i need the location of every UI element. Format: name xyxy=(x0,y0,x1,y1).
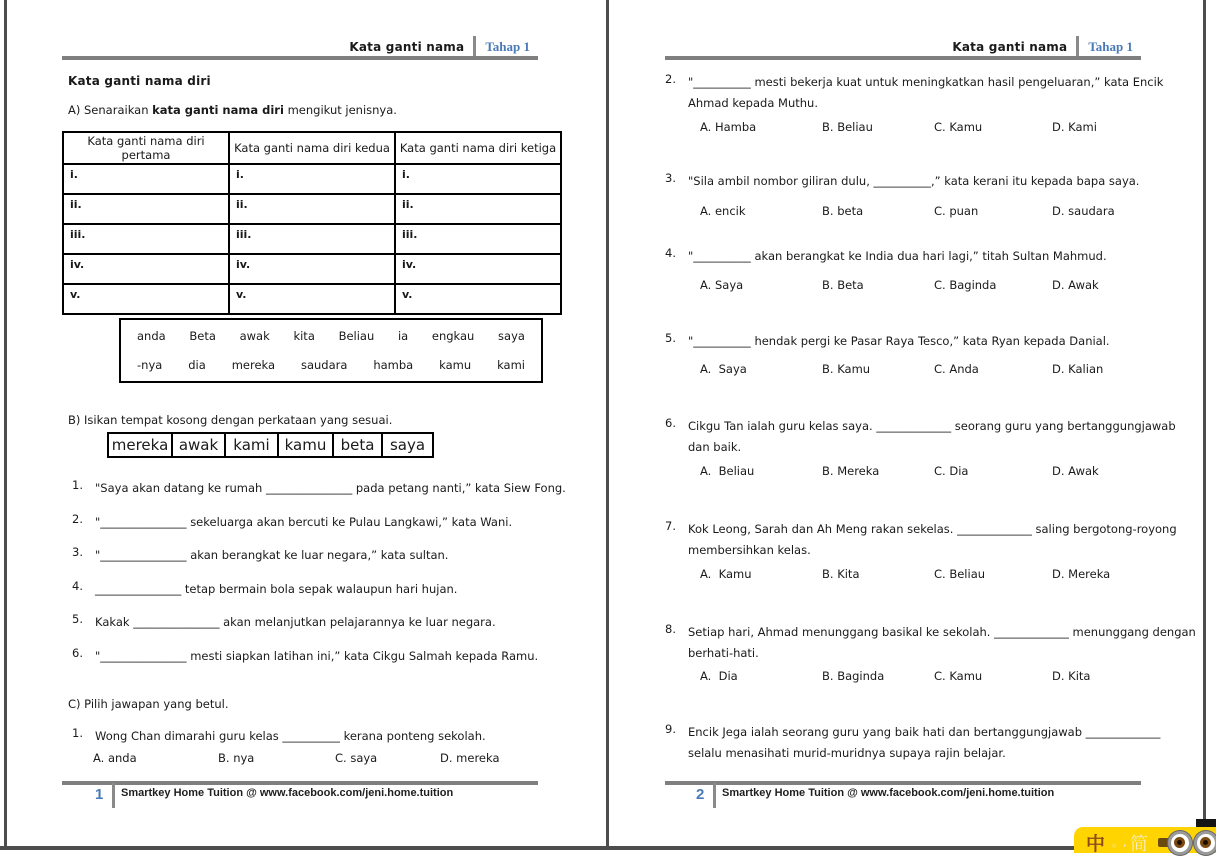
question-text xyxy=(688,622,1196,664)
answer-bank-table xyxy=(107,432,434,458)
bank-word: Beta xyxy=(189,329,216,344)
row-label: iii. xyxy=(70,228,86,241)
row-label: v. xyxy=(70,288,81,301)
header-title: Kata ganti nama xyxy=(349,39,465,54)
header-divider-bar xyxy=(1076,36,1079,57)
question-text: "_______________ akan berangkat ke luar negara,” kata sultan. xyxy=(95,548,449,562)
page-header xyxy=(665,36,1133,57)
question-text: "_______________ mesti siapkan latihan ini,” kata Cikgu Salmah kepada Ramu. xyxy=(95,649,539,663)
bank-word: kita xyxy=(293,329,315,344)
option-label: D. Awak xyxy=(1052,278,1099,292)
option-label: B. Beliau xyxy=(822,120,873,134)
row-label: i. xyxy=(70,168,78,181)
row-label: v. xyxy=(402,288,413,301)
question-text xyxy=(688,171,1139,192)
row-label: i. xyxy=(402,168,410,181)
footer-divider-bar xyxy=(112,783,115,808)
bank-word: awak xyxy=(239,329,270,344)
question-number: 6. xyxy=(72,646,83,660)
option-label: A. encik xyxy=(700,204,746,218)
row-label: iv. xyxy=(402,258,417,271)
question-number: 7. xyxy=(665,519,676,533)
question-number: 6. xyxy=(665,416,676,430)
bank-word: engkau xyxy=(431,329,475,344)
option-label: C. puan xyxy=(934,204,979,218)
options-row xyxy=(0,669,1216,685)
header-rule xyxy=(62,56,538,60)
question-line: Cikgu Tan ialah guru kelas saya. _____________ seorang guru yang bertanggungjawab xyxy=(688,419,1176,433)
question-text: Kakak _______________ akan melanjutkan pelajarannya ke luar negara. xyxy=(95,615,496,629)
option-label: B. Kita xyxy=(822,567,860,581)
options-row xyxy=(0,120,1216,136)
minion-eye-icon xyxy=(1168,831,1192,855)
header-rule xyxy=(665,56,1141,60)
simplified-char-label: 简 xyxy=(1130,834,1148,855)
bank-word: ia xyxy=(397,329,409,344)
bank-word: dia xyxy=(188,357,206,372)
question-item xyxy=(665,331,1110,352)
question-text xyxy=(688,72,1163,114)
footer-text: Smartkey Home Tuition @ www.facebook.com/jeni.home.tuition xyxy=(722,787,1055,799)
question-text xyxy=(688,722,1160,764)
question-line: membersihkan kelas. xyxy=(688,543,811,557)
table-row xyxy=(63,224,561,254)
question-number: 8. xyxy=(665,622,676,636)
bank-word: saudara xyxy=(300,357,348,372)
footer-rule xyxy=(665,781,1141,785)
option-label: B. nya xyxy=(218,751,255,765)
question-number: 5. xyxy=(665,331,676,345)
option-label: A. Saya xyxy=(700,278,744,292)
task-a-suffix: mengikut jenisnya. xyxy=(283,103,397,117)
task-a-instruction xyxy=(68,103,397,117)
row-label: ii. xyxy=(70,198,82,211)
option-label: D. saudara xyxy=(1052,204,1115,218)
bank-word: kami xyxy=(497,357,525,372)
task-c-instruction: C) Pilih jawapan yang betul. xyxy=(68,697,229,711)
question-line: Setiap hari, Ahmad menunggang basikal ke sekolah. _____________ menunggang dengan xyxy=(688,625,1196,639)
question-item xyxy=(72,512,512,533)
question-number: 3. xyxy=(665,171,676,185)
option-label: B. Mereka xyxy=(822,464,880,478)
task-b-instruction: B) Isikan tempat kosong dengan perkataan yang sesuai. xyxy=(68,413,393,427)
option-label: C. saya xyxy=(335,751,378,765)
question-number: 2. xyxy=(72,512,83,526)
question-number: 3. xyxy=(72,545,83,559)
question-text xyxy=(688,246,1107,267)
option-label: D. Kalian xyxy=(1052,362,1104,376)
question-item xyxy=(72,726,486,747)
option-label: A. Dia xyxy=(700,669,738,683)
translate-widget[interactable] xyxy=(1074,827,1216,853)
question-line: Kok Leong, Sarah dan Ah Meng rakan sekelas. _____________ saling bergotong-royong xyxy=(688,522,1177,536)
question-number: 1. xyxy=(72,726,83,740)
option-label: D. mereka xyxy=(440,751,500,765)
option-label: B. Baginda xyxy=(822,669,885,683)
question-item xyxy=(665,722,1160,764)
table-row xyxy=(63,164,561,194)
question-text: Wong Chan dimarahi guru kelas __________ kerana ponteng sekolah. xyxy=(95,729,486,743)
task-a-bold: kata ganti nama diri xyxy=(152,103,284,117)
table-header-row xyxy=(63,132,561,164)
question-item xyxy=(665,622,1196,664)
stage-label: Tahap 1 xyxy=(1088,38,1133,54)
word-bank-row xyxy=(137,329,525,343)
question-number: 4. xyxy=(665,246,676,260)
options-row xyxy=(0,567,1216,583)
question-item xyxy=(665,72,1163,114)
question-line: Ahmad kepada Muthu. xyxy=(688,96,818,110)
option-label: D. Mereka xyxy=(1052,567,1111,581)
question-text xyxy=(688,331,1110,352)
option-label: A. anda xyxy=(93,751,137,765)
option-label: C. Dia xyxy=(934,464,969,478)
option-label: B. Kamu xyxy=(822,362,871,376)
bank-word: hamba xyxy=(373,357,414,372)
option-label: C. Anda xyxy=(934,362,979,376)
question-number: 2. xyxy=(665,72,676,86)
question-number: 4. xyxy=(72,579,83,593)
question-line: dan baik. xyxy=(688,440,742,454)
option-label: D. Kami xyxy=(1052,120,1097,134)
chinese-char-label: 中 xyxy=(1086,833,1106,855)
question-item xyxy=(665,171,1139,192)
question-item xyxy=(72,646,538,667)
row-label: iii. xyxy=(236,228,252,241)
options-row xyxy=(0,278,1216,294)
question-number: 1. xyxy=(72,478,83,492)
footer-divider-bar xyxy=(713,783,716,808)
row-label: v. xyxy=(236,288,247,301)
option-label: C. Kamu xyxy=(934,669,983,683)
header-title: Kata ganti nama xyxy=(952,39,1068,54)
option-label: D. Awak xyxy=(1052,464,1099,478)
page-border-bottom xyxy=(0,846,1216,850)
option-label: D. Kita xyxy=(1052,669,1091,683)
bank-word: kamu xyxy=(439,357,472,372)
question-line: "__________ mesti bekerja kuat untuk meningkatkan hasil pengeluaran,” kata Encik xyxy=(688,75,1164,89)
options-row xyxy=(0,204,1216,220)
table-header-cell: Kata ganti nama diri ketiga xyxy=(395,132,561,164)
page-header xyxy=(62,36,530,57)
row-label: iv. xyxy=(236,258,251,271)
stage-label: Tahap 1 xyxy=(485,38,530,54)
question-line: "__________ hendak pergi ke Pasar Raya Tesco,” kata Ryan kepada Danial. xyxy=(688,334,1110,348)
footer-text: Smartkey Home Tuition @ www.facebook.com/jeni.home.tuition xyxy=(121,787,454,799)
option-label: B. beta xyxy=(822,204,864,218)
page-number: 1 xyxy=(95,786,104,803)
bank-word: saya xyxy=(498,329,525,344)
page-number: 2 xyxy=(696,786,705,803)
question-line: "__________ akan berangkat ke India dua hari lagi,” titah Sultan Mahmud. xyxy=(688,249,1107,263)
question-item xyxy=(665,416,1176,458)
widget-punctuation: 。, xyxy=(1112,836,1127,849)
header-divider-bar xyxy=(473,36,476,57)
answer-bank-cell: kami xyxy=(225,433,278,457)
option-label: A. Hamba xyxy=(700,120,757,134)
row-label: ii. xyxy=(236,198,248,211)
question-line: selalu menasihati murid-muridnya supaya rajin belajar. xyxy=(688,746,1006,760)
row-label: i. xyxy=(236,168,244,181)
option-label: A. Kamu xyxy=(700,567,752,581)
option-label: B. Beta xyxy=(822,278,864,292)
task-a-prefix: A) Senaraikan xyxy=(68,103,153,117)
question-number: 5. xyxy=(72,612,83,626)
question-item xyxy=(72,545,448,566)
question-item xyxy=(72,478,566,499)
question-item xyxy=(72,612,496,633)
bank-word: mereka xyxy=(231,357,276,372)
answer-bank-cell: kamu xyxy=(278,433,333,457)
row-label: iv. xyxy=(70,258,85,271)
answer-bank-cell: saya xyxy=(382,433,433,457)
bank-word: Beliau xyxy=(338,329,375,344)
option-label: C. Kamu xyxy=(934,120,983,134)
answer-bank-cell: awak xyxy=(172,433,225,457)
option-label: A. Beliau xyxy=(700,464,755,478)
question-item xyxy=(665,246,1107,267)
option-label: C. Baginda xyxy=(934,278,997,292)
options-row xyxy=(0,464,1216,480)
question-text: "_______________ sekeluarga akan bercuti ke Pulau Langkawi,” kata Wani. xyxy=(95,515,513,529)
question-text xyxy=(688,416,1176,458)
bank-word: anda xyxy=(137,329,166,344)
options-row xyxy=(0,362,1216,378)
question-number: 9. xyxy=(665,722,676,736)
option-label: C. Beliau xyxy=(934,567,986,581)
bank-word: -nya xyxy=(137,357,163,372)
answer-bank-cell: beta xyxy=(333,433,382,457)
answer-bank-cell: mereka xyxy=(108,433,172,457)
table-header-cell: Kata ganti nama diri pertama xyxy=(63,132,229,164)
option-label: A. Saya xyxy=(700,362,747,376)
table-header-cell: Kata ganti nama diri kedua xyxy=(229,132,395,164)
question-text xyxy=(688,519,1177,561)
question-line: berhati-hati. xyxy=(688,646,759,660)
question-item xyxy=(665,519,1177,561)
question-line: Encik Jega ialah seorang guru yang baik hati dan bertanggungjawab _____________ xyxy=(688,725,1161,739)
footer-rule xyxy=(62,781,538,785)
row-label: iii. xyxy=(402,228,418,241)
question-line: "Sila ambil nombor giliran dulu, __________,” kata kerani itu kepada bapa saya. xyxy=(688,174,1140,188)
row-label: ii. xyxy=(402,198,414,211)
worksheet-heading: Kata ganti nama diri xyxy=(68,74,211,88)
question-text: _______________ tetap bermain bola sepak walaupun hari hujan. xyxy=(95,582,458,596)
question-text: "Saya akan datang ke rumah _______________ pada petang nanti,” kata Siew Fong. xyxy=(95,481,566,495)
minion-eye-icon xyxy=(1194,831,1216,855)
